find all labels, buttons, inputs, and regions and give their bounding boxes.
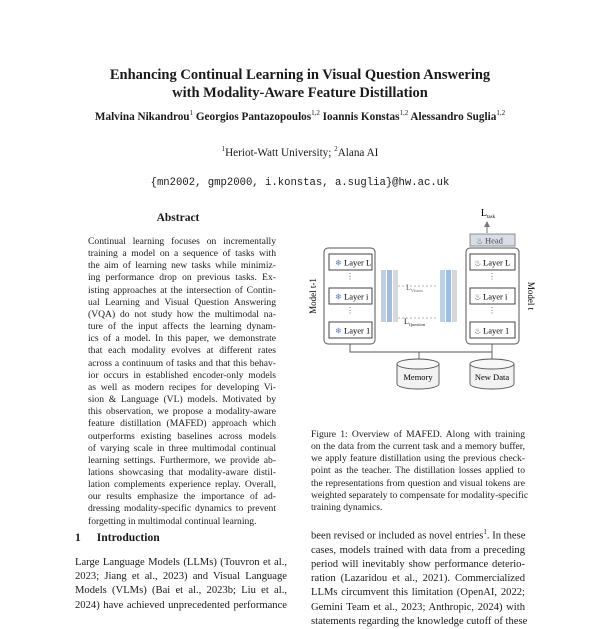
flame-icon: ♨ — [474, 258, 482, 268]
svg-text:Head: Head — [485, 235, 503, 246]
svg-text:Layer 1: Layer 1 — [344, 325, 371, 336]
curr-layer-L — [470, 254, 515, 270]
text-line: Continual learning focuses on incrementally — [88, 236, 276, 247]
loss-vision-label: $L_{Vision}$ — [406, 283, 423, 293]
flame-icon: ♨ — [474, 326, 482, 336]
text-line: dressing modality-specific dynamics to prevent — [88, 503, 276, 515]
memory-buffer — [397, 359, 439, 389]
loss-task-label: $L_{task}$ — [480, 208, 496, 220]
section-title: Introduction — [96, 531, 160, 544]
text-line: ics of a model. In this paper, we demonstrate — [88, 333, 276, 345]
mafed-figure — [300, 200, 536, 422]
text-line: feature distillation (MAFED) approach which — [88, 418, 276, 430]
text-line: this observation, we propose a modality-aware — [88, 406, 276, 418]
text-line: as well as modern recipes for developing Vi- — [88, 381, 276, 393]
paper-title-line-1: Enhancing Continual Learning in Visual Question Answering — [109, 67, 491, 83]
curr-layer-i — [470, 288, 515, 304]
abstract-body — [88, 236, 276, 528]
text-line: training a model on a sequence of tasks with — [88, 248, 276, 260]
svg-text:New Data: New Data — [474, 372, 510, 382]
affiliation-2: Alana AI — [337, 147, 379, 159]
svg-text:Layer L: Layer L — [483, 257, 511, 268]
text-line: LLMs circumvent this limitation (OpenAI, 2022; — [311, 587, 525, 599]
author-emails: {mn2002, gmp2000, i.konstas, a.suglia}@hw.ac.uk — [150, 177, 450, 189]
text-line: isting approaches at the intersection of Contin- — [88, 284, 276, 296]
text-line: cases, models trained with data from a preceding — [311, 544, 525, 556]
text-line: learning settings. Furthermore, we provide ab- — [88, 454, 276, 466]
paper-title-line-2: with Modality-Aware Feature Distillation — [172, 85, 428, 101]
flame-icon: ♨ — [476, 236, 484, 246]
text-line: outperforms existing baselines across models — [88, 430, 276, 442]
svg-text:Memory: Memory — [403, 372, 433, 382]
text-line: lation complements experience replay. Overall, — [88, 479, 276, 491]
text-line: on the data from the current task and a memory buffer, — [311, 441, 525, 453]
text-line: of varying scale in three multimodal continual — [88, 442, 276, 454]
ellipsis-icon: ⋮ — [346, 272, 354, 281]
previous-model-label: Model t-1 — [308, 278, 318, 314]
text-line: period will inevitably show performance deterio- — [311, 558, 525, 570]
task-head — [470, 234, 515, 246]
text-line: the representations from question and visual tokens are — [311, 477, 525, 489]
flame-icon: ♨ — [474, 292, 482, 302]
affiliations — [0, 145, 600, 159]
text-line: 2024) have achieved unprecedented performance — [75, 599, 287, 611]
section-heading — [75, 531, 160, 544]
text-line: point as the teacher. The distillation losses applied to — [311, 465, 525, 477]
text-line: across a continuum of tasks and that this behav- — [88, 357, 276, 369]
text-line: ior occurs in established encoder-only models — [88, 369, 276, 381]
author-affiliation: 1,2 — [496, 109, 506, 117]
affiliation-marker: 1 — [221, 145, 226, 153]
text-line: our results emphasize the importance of ad- — [88, 491, 276, 503]
author-name: Alessandro Suglia — [410, 111, 497, 123]
text-line: been revised or included as novel entries$^1$. In these — [311, 528, 526, 542]
curr-token-stack — [440, 270, 457, 322]
snowflake-icon: ❄ — [335, 292, 342, 302]
text-line: ual Learning and Visual Question Answering — [88, 296, 276, 308]
author-affiliation: 1,2 — [311, 109, 320, 117]
text-line: 2023; Jiang et al., 2023) and Visual Language — [75, 571, 287, 583]
text-line: Large Language Models (LLMs) (Touvron et al., — [75, 557, 287, 568]
svg-text:Layer i: Layer i — [344, 291, 369, 302]
new-data-store — [470, 359, 514, 389]
snowflake-icon: ❄ — [335, 258, 342, 268]
current-model-label: Model t — [526, 281, 536, 311]
text-line: forgetting in multimodal continual learning. — [88, 515, 257, 527]
text-line: statements regarding the knowledge cutoff of these — [311, 615, 528, 627]
affiliation-marker: 2 — [334, 145, 338, 153]
snowflake-icon: ❄ — [335, 326, 342, 336]
text-line: ration (Lazaridou et al., 2021). Commercialized — [311, 573, 525, 585]
text-line: ture of the input affects the learning dynam- — [88, 321, 276, 333]
text-line: ing performance drop on previous tasks. Ex- — [88, 272, 276, 284]
abstract-heading: Abstract — [156, 212, 200, 224]
text-line: weighted separately to compensate for modality-specific — [311, 489, 529, 501]
ellipsis-icon: ⋮ — [346, 306, 354, 315]
text-line: the aim of learning new tasks while minimiz- — [88, 260, 276, 272]
text-line: lations showcasing that modality-aware distil- — [88, 466, 276, 478]
prev-layer-i — [329, 288, 372, 304]
svg-text:Layer L: Layer L — [344, 257, 372, 268]
prev-layer-1 — [329, 322, 372, 338]
section-number: 1 — [75, 531, 81, 544]
svg-text:Layer i: Layer i — [483, 291, 508, 302]
svg-text:Layer 1: Layer 1 — [483, 325, 510, 336]
author-name: Malvina Nikandrou — [94, 111, 190, 123]
author-list — [0, 109, 600, 123]
author-name: Ioannis Konstas — [322, 111, 400, 123]
author-affiliation: 1 — [189, 109, 194, 117]
text-line: (VQA) do not study how the multimodal na- — [88, 308, 276, 320]
loss-question-label: $L_{Question}$ — [404, 317, 426, 327]
prev-token-stack — [381, 270, 398, 322]
text-line: we apply feature distillation using the previous check- — [311, 453, 525, 465]
text-line: Gemini Team et al., 2023; Anthropic, 2024) with — [311, 601, 525, 613]
author-name: Georgios Pantazopoulos — [195, 111, 312, 123]
footnote-marker: 1 — [483, 528, 487, 536]
ellipsis-icon: ⋮ — [488, 272, 496, 281]
curr-layer-1 — [470, 322, 515, 338]
affiliation-1: Heriot-Watt University; — [225, 147, 332, 159]
prev-layer-L — [329, 254, 372, 270]
text-line: that each modality evolves at different rates — [88, 345, 276, 357]
author-affiliation: 1,2 — [399, 109, 409, 117]
text-line: Models (VLMs) (Bai et al., 2023b; Liu et al., — [75, 585, 287, 597]
right-column-paragraph — [311, 525, 528, 629]
text-line: sion & Language (VL) models. Motivated by — [88, 394, 276, 406]
figure-caption — [311, 429, 529, 514]
ellipsis-icon: ⋮ — [488, 306, 496, 315]
text-line: Figure 1: Overview of MAFED. Along with training — [311, 429, 525, 440]
text-line: training dynamics. — [311, 501, 383, 513]
intro-paragraph — [75, 556, 287, 613]
